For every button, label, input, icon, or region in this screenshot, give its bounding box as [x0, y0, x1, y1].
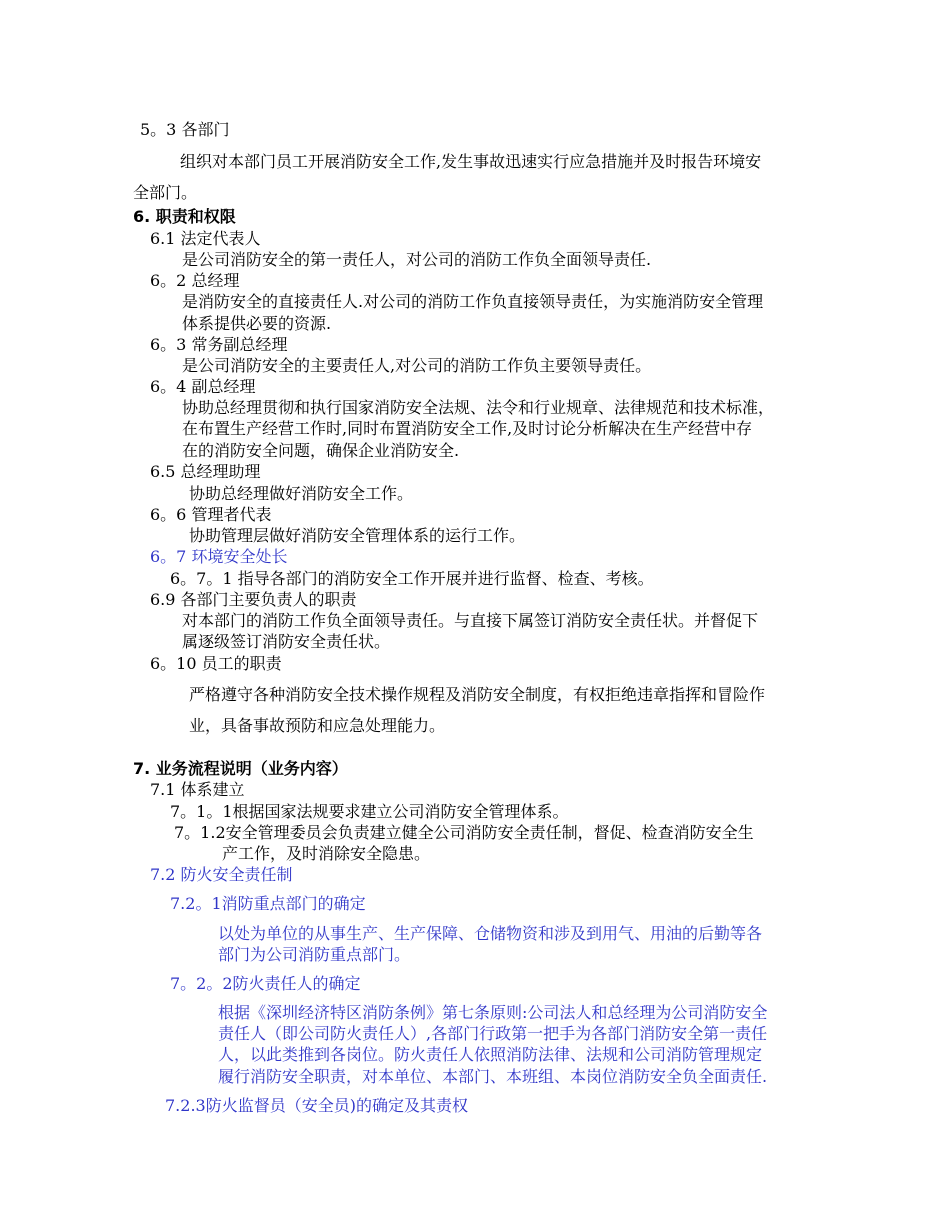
- section-6-10-text-line-1: 严格遵守各种消防安全技术操作规程及消防安全制度，有权拒绝违章指挥和冒险作: [189, 685, 766, 704]
- section-6-7-1-text: 6。7。1 指导各部门的消防安全工作开展并进行监督、检查、考核。: [170, 569, 654, 588]
- section-6-9-heading: 6.9 各部门主要负责人的职责: [150, 590, 357, 609]
- section-6-3-heading: 6。3 常务副总经理: [150, 335, 288, 354]
- section-6-9-text-line-2: 属逐级签订消防安全责任状。: [182, 632, 391, 651]
- section-6-5-heading: 6.5 总经理助理: [150, 462, 261, 481]
- section-7-2-1-text-line-1: 以处为单位的从事生产、生产保障、仓储物资和涉及到用气、用油的后勤等各: [218, 924, 763, 943]
- section-7-1-heading: 7.1 体系建立: [150, 780, 245, 799]
- section-6-6-text: 协助管理层做好消防安全管理体系的运行工作。: [189, 526, 526, 545]
- section-6-5-text: 协助总经理做好消防安全工作。: [189, 484, 414, 503]
- section-6-3-text: 是公司消防安全的主要责任人,对公司的消防工作负主要领导责任。: [182, 356, 652, 375]
- section-7-2-3-heading: 7.2.3防火监督员（安全员)的确定及其责权: [165, 1096, 468, 1115]
- section-6-10-text-line-2: 业，具备事故预防和应急处理能力。: [189, 716, 446, 735]
- section-7-2-2-text-line-2: 责任人（即公司防火责任人）,各部门行政第一把手为各部门消防安全第一责任: [218, 1024, 768, 1043]
- section-7-1-2-text-line-1: 7。1.2安全管理委员会负责建立健全公司消防安全责任制，督促、检查消防安全生: [174, 823, 754, 842]
- section-6-4-text-line-3: 在的消防安全问题，确保企业消防安全.: [182, 441, 460, 460]
- section-6-4-text-line-2: 在布置生产经营工作时,同时布置消防安全工作,及时讨论分析解决在生产经营中存: [182, 419, 753, 438]
- section-7-1-1-text: 7。1。1根据国家法规要求建立公司消防安全管理体系。: [170, 802, 569, 821]
- section-5-3-paragraph-line-1: 组织对本部门员工开展消防安全工作,发生事故迅速实行应急措施并及时报告环境安: [180, 152, 762, 171]
- section-7-2-1-heading: 7.2。1消防重点部门的确定: [170, 894, 366, 913]
- section-6-9-text-line-1: 对本部门的消防工作负全面领导责任。与直接下属签订消防安全责任状。并督促下: [182, 611, 759, 630]
- section-7-2-1-text-line-2: 部门为公司消防重点部门。: [218, 945, 411, 964]
- section-7-2-heading: 7.2 防火安全责任制: [150, 865, 293, 884]
- section-6-7-heading: 6。7 环境安全处长: [150, 547, 288, 566]
- section-6-2-text-line-1: 是消防安全的直接责任人.对公司的消防工作负直接领导责任，为实施消防安全管理: [182, 292, 764, 311]
- section-6-2-heading: 6。2 总经理: [150, 271, 240, 290]
- section-7-1-2-text-line-2: 产工作，及时消除安全隐患。: [222, 844, 431, 863]
- section-7-2-2-text-line-3: 人，以此类推到各岗位。防火责任人依照消防法律、法规和公司消防管理规定: [218, 1045, 763, 1064]
- section-6-10-heading: 6。10 员工的职责: [150, 654, 282, 673]
- section-6-heading: 6. 职责和权限: [133, 207, 236, 226]
- section-7-2-2-text-line-4: 履行消防安全职责，对本单位、本部门、本班组、本岗位消防安全负全面责任.: [218, 1067, 768, 1086]
- section-6-4-heading: 6。4 副总经理: [150, 377, 256, 396]
- section-6-6-heading: 6。6 管理者代表: [150, 505, 272, 524]
- section-6-1-text: 是公司消防安全的第一责任人，对公司的消防工作负全面领导责任.: [182, 250, 652, 269]
- section-5-3-paragraph-line-2: 全部门。: [133, 183, 198, 202]
- section-5-3-heading: 5。3 各部门: [140, 120, 230, 139]
- section-7-heading: 7. 业务流程说明（业务内容）: [133, 759, 348, 778]
- section-7-2-2-heading: 7。2。2防火责任人的确定: [170, 974, 361, 993]
- section-6-2-text-line-2: 体系提供必要的资源.: [182, 314, 332, 333]
- section-6-1-heading: 6.1 法定代表人: [150, 229, 261, 248]
- section-6-4-text-line-1: 协助总经理贯彻和执行国家消防安全法规、法令和行业规章、法律规范和技术标准，: [182, 398, 775, 417]
- section-7-2-2-text-line-1: 根据《深圳经济特区消防条例》第七条原则:公司法人和总经理为公司消防安全: [218, 1003, 768, 1022]
